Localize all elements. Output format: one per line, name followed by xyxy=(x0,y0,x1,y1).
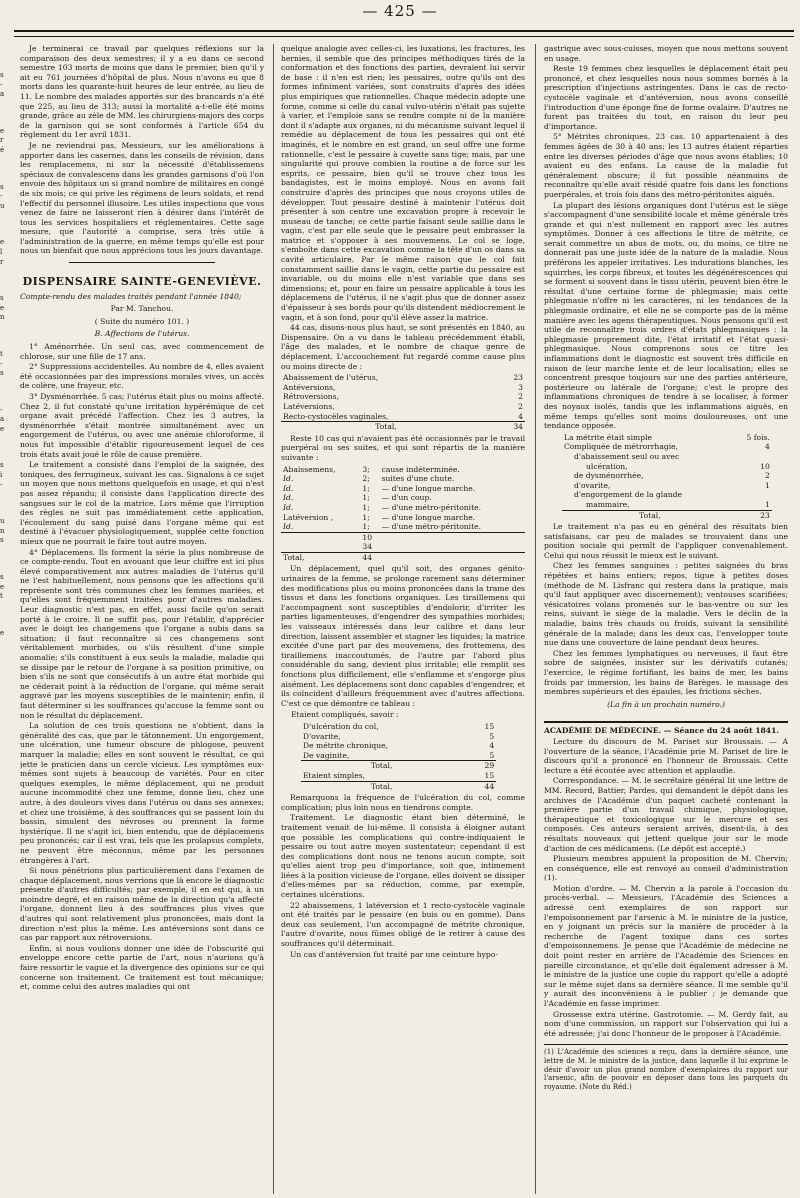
paragraph: Chez les femmes sanguines : petites saignées du bras répétées et bains entiers; repos, tigue à petites doses (méthode de M. Lisfranc qui restera dans la pratique, mais qu'il faut appliquer avec discernement); ventouses scarifiées; vésicatoires volans promenés sur le bas-ventre ou sur les reins, suivant le siège de la maladie. Vers le déclin de la maladie, bains très chauds ou froids, suivant la sensibilité générale de la malade; dans les deux cas, l'envelopper toute nue dans une couverture de laine pendant deux heures. xyxy=(544,561,788,648)
paragraph: 2° Suppressions accidentelles. Au nombre de 4, elles avaient été occasionnées par des impressions morales vives, un accès de colère, une frayeur, etc. xyxy=(20,362,264,391)
edge-glyph: s xyxy=(0,573,4,582)
paragraph: 5° Métrites chroniques. 23 cas. 10 appartenaient à des femmes âgées de 30 à 40 ans; les 13 autres étaient réparties entre les diverses périodes d'âge que nous avons établies; 10 avaient eu des enfans. La cause de la maladie fut généralement obscure; il fut possible néanmoins de reconnaître qu'elle avait résidé quatre fois dans les fonctions puerpérales, et trois fois dans des métro-péritonites aiguës. xyxy=(544,132,788,199)
table-row: d'ovarite, 1 xyxy=(574,480,770,490)
edge-glyph: s xyxy=(0,536,4,545)
paragraph: La solution de ces trois questions ne s'obtient, dans la généralité des cas, que par le tâtonnement. Un engorgement, une ulcération, une tumeur obscure de phlogose, peuvent marquer la maladie; elles en sont souvent le résultat, ce qui jette le praticien dans un cercle vicieux. Les symptômes eux-mêmes sont sujets à beaucoup de variétés. Pour en citer quelques exemples, le même déplacement, qui ne produit aucune incommodité chez une femme, donne lieu, chez une autre, à des douleurs vives dans l'utérus ou dans ses annexes; et chez une troisième, à des souffrances qui se passent loin du bassin, simulent des névroses ou prennent la forme hystérique. Il ne s'agit ici, bien entendu, que de déplacemens peu prononcés; car il est vrai, tels que les prolapsus complets, ne peuvent être méconnus, même par les personnes étrangères à l'art. xyxy=(20,721,264,865)
edge-glyph: e xyxy=(0,303,5,312)
table-total-row: Total, 29 xyxy=(301,761,496,771)
paragraph: La plupart des lésions organiques dont l'utérus est le siège s'accompagnent d'une sensibilité locale et même générale très grande et qui n'est nullement en rapport avec les autres symptômes. Donner à ces affections le titre de métrite, ce serait commettre un abus de mots, ou, du moins, ce titre ne donnerait pas une juste idée de la nature de la maladie. Nous préférons les appeler irritatives. Les indurations blanches, les squirrhes, les corps fibreux, et toutes les dégénérescences qui se forment si souvent dans le tissu utérin, peuvent bien être le résultat d'une certaine forme de phlegmasie; mais cette phlegmasie n'offre ni les caractères, ni les tendances de la phlegmasie ordinaire, et elle ne se comporte pas de la même manière avec les agens thérapeutiques. Nous pensons qu'il est utile de reconnaître trois ordres d'états phlegmasiques : la phlegmasie proprement dite, l'état irritatif et l'état quasi-phlegmasique. Nous comprenons sous ce titre les inflammations dont le diagnostic est souvent très difficile en raison de leur marche lente et de leur localisation; elles se concentrent presque toujours sur une des parties antérieure, postérieure ou latérale de l'organe; c'est le propre des inflammations chroniques de tendre à se localiser, à former des noyaux isolés, tandis que les inflammations aiguës, en même temps qu'elles sont moins douloureuses, ont une tendance opposée. xyxy=(544,200,788,431)
edge-glyph: e xyxy=(0,628,5,637)
article-title: DISPENSAIRE SAINTE-GENEVIÈVE. xyxy=(22,275,262,289)
paragraph: 1° Aménorrhée. Un seul cas, avec commencement de chlorose, sur une fille de 17 ans. xyxy=(20,342,264,361)
table-row: Id. 1; — d'un coup. xyxy=(283,493,432,503)
paragraph: gastrique avec sous-cuisses, moyen que nous mettons souvent en usage. xyxy=(544,44,788,63)
academie-section xyxy=(544,721,788,1038)
continuation-note: ( Suite du numéro 101. ) xyxy=(94,316,190,326)
table-row: d'engorgement de la glande xyxy=(574,490,683,500)
table-row: Recto-cystocèles vaginales, 4 xyxy=(283,411,523,421)
paragraph: Grossesse extra utérine. Gastrotomie. — M. Gerdy fait, au nom d'une commission, un rapport sur l'observation qui lui a été adressée; j'ai donc l'honneur de le proposer à l'Académie. xyxy=(544,1009,788,1038)
to-be-continued-note: (La fin à un prochain numéro.) xyxy=(607,699,725,709)
paragraph: 4° Déplacemens. Ils forment la série la plus nombreuse de ce compte-rendu. Tout en avouant que leur chiffre est ici plus élevé comparativement aux autres maladies de l'utérus qu'il ne l'est habituellement, nous pensons que les affections qu'il représente sont très communes chez les femmes mariées, et qu'elles sont fréquemment traitées pour d'autres maladies. Leur diagnostic n'est pas, en effet, aussi facile qu'on serait porté à le croire. Il ne suffit pas, pour l'établir, d'apprécier avec le doigt les changemens que l'organe a subis dans sa situation; il faut reconnaître si ces changemens sont véritablement morbides, ou s'ils résultent d'une simple anomalie; s'ils constituent à eux seuls la maladie, maladie qui se dissipe par le retour de l'organe à sa position primitive, ou bien s'ils ne sont que consécutifs à un autre état morbide qui ne céderait point à la réduction de l'organe, qui même serait aggravé par les moyens susceptibles de le maintenir; enfin, il faut déterminer si les souffrances qu'accuse la femme sont ou non le résultat du déplacement. xyxy=(20,547,264,720)
edge-glyph: n xyxy=(0,526,5,535)
edge-glyph: r xyxy=(0,136,4,145)
table-row: Id. 2; suites d'une chute. xyxy=(283,474,455,484)
paragraph: Lecture du discours de M. Pariset sur Broussais. — A l'ouverture de la séance, l'Académie prie M. Pariset de lire le discours qu'il a prononcé en l'honneur de Broussais. Cette lecture a été écoutée avec attention et applaudie. xyxy=(544,736,788,775)
table-heading: Etaient compliqués, savoir : xyxy=(291,710,399,720)
table-row: De métrite chronique, 4 xyxy=(303,741,495,751)
paragraph: quelque analogie avec celles-ci, les luxations, les fractures, les hernies, il semble que des principes méthodiques tirés de la conformation et des fonctions des parties, devraient lui servir de base : il n'en est rien; les pessaires, outre qu'ils ont des formes infiniment variées, sont construits d'après des idées plus empiriques que rationnelles. Chaque médecin adopte une forme, comme si celle du canal vulvo-utérin n'était pas sujette à varier, et l'emploie sans se rendre compte ni de la manière dont il s'adapte aux organes, ni du mécanisme suivant lequel il remédie au déplacement de tous les pessaires qui ont été imaginés, et le nombre en est grand, un seul offre une forme rationnelle, c'est le pessaire à cuvette sans tige; mais, par une singularité qui prouve combien la routine a de force sur les esprits, ce pessaire, bien qu'il se trouve chez tous les bandagistes, est le moins employé. Nous en avons fait construire d'après des principes que nous croyons utiles de développer. Tout pessaire destiné à maintenir l'utérus doit présenter à son centre une excavation propre à recevoir le museau de tanche; ce cette partie faisant seule saillie dans le vagin, c'est par elle seule que le pessaire peut embrasser la matrice et s'opposer à ses mouvemens. Le col se loge, s'emboîte dans cette excavation comme la tête d'un os dans sa cavité articulaire. Par le même raison que le col fait constamment saillie dans le vagin, cette partie du pessaire est invariable, ou du moins elle n'est variable que dans ses dimensions; et, pour en faire un pessaire applicable à tous les déplacemens de l'utérus, il ne s'agit plus que de donner assez d'épaisseur à ses bords pour qu'ils distendent médiocrement le vagin, et à son fond, pour qu'il élève assez la matrice. xyxy=(281,44,525,322)
paragraph: Correspondance. — M. le secrétaire général lit une lettre de MM. Record, Battier, Pardes, qui demandent le dépôt dans les archives de l'Académie d'un paquet cacheté contenant la première partie d'un travail chimique, physiologique, thérapeutique et toxicologique sur le mercure et ses composés. Ces auteurs seraient arrivés, disent-ils, à des résultats nouveaux qui jettent quelque jour sur le mode d'action de ces médicamens. (Le dépôt est accepté.) xyxy=(544,776,788,853)
edge-glyph: e xyxy=(0,424,5,433)
edge-glyph: e xyxy=(0,238,5,247)
table-total-row: Total, 44 xyxy=(301,781,496,791)
table-total-row: Total, 44 xyxy=(281,552,525,562)
edge-glyph: - xyxy=(0,480,3,489)
edge-glyph: e xyxy=(0,126,5,135)
paragraph: Je terminerai ce travail par quelques réflexions sur la comparaison des deux semestres; il y a eu dans ce second semestre 103 morts de moins que dans le premier, bien qu'il y ait eu 761 journées d'hôpital de plus. Nous n'avons eu que 8 morts dans les quarante-huit heures de leur entrée, au lieu de 11. Le nombre des malades apportés sur des brancards n'a été que 225, au lieu de 313; aussi la mortalité a-t-elle été moins grande, grâce au zèle de MM. les chirurgiens-majors des corps de la garnison qui se sont conformés à l'article 654 du règlement du 1er avril 1831. xyxy=(20,44,264,140)
article-subtitle: Compte-rendu des malades traités pendant l'année 1840; xyxy=(20,291,242,301)
table-subtotal-row: 10 xyxy=(281,532,525,542)
article-author: Par M. Tanchou. xyxy=(110,304,174,314)
paragraph: Le traitement n'a pas eu en général des résultats bien satisfaisans, car peu de malades se trouvaient dans une position sociale qui permît de l'appliquer convenablement. Celui qui nous réussit le mieux est le suivant. xyxy=(544,522,788,560)
paragraph: Chez les femmes lymphatiques ou nerveuses, il faut être sobre de saignées, insister sur les dérivatifs cutanés; l'exercice, le régime fortifiant, les bains de mer, les bains froids par immersion, les bains de Barèges. le massage des membres supérieurs et des épaules, les frictions sèches. xyxy=(544,648,788,697)
paragraph: Remarquons la fréquence de l'ulcération du col, comme complication; plus loin nous en tiendrons compte. xyxy=(281,793,525,812)
table-row: Abaissemens, 3; cause indéterminée. xyxy=(283,464,460,474)
edge-glyph: s xyxy=(0,294,4,303)
edge-glyph: e xyxy=(0,582,5,591)
header-rule-thin xyxy=(14,36,794,37)
table-row: Abaissement de l'utérus, 23 xyxy=(283,373,523,383)
table-row: mammaire, 1 xyxy=(586,499,770,509)
table-row: D'ulcération du col, 15 xyxy=(303,721,495,731)
header-rule xyxy=(14,30,794,32)
table-row: Antéversions, 3 xyxy=(283,382,523,392)
edge-glyph: a xyxy=(0,90,5,99)
column-3 xyxy=(544,44,788,1194)
footnote: (1) L'Académie des sciences a reçu, dans la dernière séance, une lettre de M. le ministre de la justice, dans laquelle il lui exprime le désir d'avoir un plus grand nombre d'exemplaires du rapport sur l'arsenic, afin de pouvoir en déposer dans tous les parquets du royaume. (Note du Réd.) xyxy=(544,1044,788,1091)
causes-table xyxy=(281,373,525,432)
paragraph: 3° Dysménorrhée. 5 cas; l'utérus était plus ou moins affecté. Chez 2, il fut constaté qu'une irritation hypérémique de cet organe avait précédé l'affection. Chez les 3 autres, la dysménorrhée s'était montrée simultanément avec un engorgement de l'utérus, ou avec une anémie chloroforme, il nous fut impossible d'établir rigoureusement lequel de ces trois états avait joué le rôle de cause première. xyxy=(20,392,264,459)
edge-glyph: n xyxy=(0,313,5,322)
table-row: Latéversions, 2 xyxy=(283,401,523,411)
separator-rule xyxy=(69,262,215,263)
paragraph: Je ne reviendrai pas, Messieurs, sur les améliorations à apporter dans les casernes, dans les conseils de révision, dans les remplacemens, ni sur la nécessité d'établissemens spéciaux de convalescens dans les grandes garnisons d'où l'on envoie des hôpitaux un si grand nombre de militaires en congé de six mois; ce qui prive les régimens de leurs soldats, et rend l'effectif du personnel illusoire. Les utiles inspections que vous venez de faire ne laisseront rien à désirer dans l'intérêt de tous les services hospitaliers et réglementaires. Cette sage mesure, que l'autorité a comprise, sera très utile à l'administration de la guerre, en même temps qu'elle est pour nous un bienfait que nous apprécions tous les jours davantage. xyxy=(20,140,264,256)
paragraph: Reste 19 femmes chez lesquelles le déplacement était peu prononcé, et chez lesquelles nous nous sommes bornés à la prescription d'injections astringentes. Dans le cas de recto-cystocèle vaginale et d'antéversion, nous avons conseillé l'introduction d'une éponge fine de forme ovalaire. D'autres ne furent pas traitées du tout, en raison du leur peu d'importance. xyxy=(544,64,788,131)
edge-glyph: - xyxy=(0,80,3,89)
edge-glyph: t xyxy=(0,349,3,358)
page-number: — 425 — xyxy=(362,2,438,20)
table-row: ulcération, 10 xyxy=(586,461,770,471)
table-total-row: Total, 23 xyxy=(562,510,772,520)
paragraph: Un déplacement, quel qu'il soit, des organes génito-urinaires de la femme, se prolonge rarement sans déterminer des modifications plus ou moins prononcées dans la trame des tissus et dans les fonctions organiques. Les tiraillemens qui l'accompagnent sont susceptibles d'endolorir, d'irriter les parties ligamenteuses, d'engendrer des sympathies morbides; les vaisseaux intéressés dans leur calibre et dans leur direction, laissent assembler et stagner les liquides; la matrice excitée d'une part par des mouvemens, des frottemens, des tiraillemens inaccoutumés, de l'autre par l'abord plus considérable du sang, devient plus irritable; elle remplit ses fonctions plus difficilement, elle s'enflamme et s'engorge plus aisément. Les déplacemens sont donc capables d'engendrer, et ils coïncident d'ailleurs fréquemment avec d'autres affections. C'est ce que démontre ce tableau : xyxy=(281,564,525,708)
table-row: Id. 1; — d'une métro-péritonite. xyxy=(283,502,482,512)
edge-glyph: - xyxy=(0,192,3,201)
edge-glyph: - xyxy=(0,359,3,368)
table-row: de dysménorrhée, 2 xyxy=(574,471,770,481)
edge-glyph: é xyxy=(0,145,5,154)
table-row: Rétroversions, 2 xyxy=(283,392,523,402)
table-row: Id. 1; — d'une longue marche. xyxy=(283,483,476,493)
table-row: De vaginite, 5 xyxy=(303,750,495,760)
paragraph: Si nous pénétrions plus particulièrement dans l'examen de chaque déplacement, nous verrions que là encore le diagnostic présente d'autres difficultés; par exemple, il en est qui, à un moindre degré, et en raison même de la direction qu'a affecté l'organe, donnent lieu à des souffrances plus vives que d'autres qui sont relativement plus prononcées, mais dont la direction n'est plus la même. Les antéversions sont dans ce cas par rapport aux rétroversions. xyxy=(20,866,264,943)
section-heading: ACADÉMIE DE MÉDECINE. — Séance du 24 août 1841. xyxy=(544,726,780,736)
paragraph: 22 abaissemens, 1 latéversion et 1 recto-cystocèle vaginale ont été traités par le pessaire (en buis ou en gomme). Dans deux cas seulement, l'un accompagné de métrite chronique, l'autre d'ovarite, nous fûmes obligé de le retirer à cause des souffrances qu'il déterminait. xyxy=(281,900,525,949)
table-row: La métrite était simple 5 fois. xyxy=(564,432,770,442)
left-margin-bleed xyxy=(0,44,14,1184)
edge-glyph: s xyxy=(0,182,4,191)
paragraph: Le traitement a consisté dans l'emploi de la saignée, des toniques, des ferrugineux, suivant les cas. Signalons à ce sujet un moyen que nous mettons quelquefois en usage, et qui n'est pas assez répandu; il consiste dans l'application directe des sangsues sur le col de la matrice. Lors même que l'irruption des règles ne suit pas immédiatement cette application, l'écoulement du sang puisé dans l'organe même qui est destiné à l'évacuer physiologiquement, supplée cette fonction mieux que ne pourrait le faire tout autre moyen. xyxy=(20,460,264,546)
table-row: Compliquée de métrorrhagie, 4 xyxy=(564,442,770,452)
column-2 xyxy=(281,44,525,1194)
complications-table xyxy=(301,722,496,791)
edge-glyph: u xyxy=(0,201,5,210)
table-row: D'ovarite, 5 xyxy=(303,731,495,741)
edge-glyph: l xyxy=(0,247,3,256)
edge-glyph: s xyxy=(0,369,4,378)
edge-glyph: u xyxy=(0,517,5,526)
edge-glyph: i xyxy=(0,471,3,480)
paragraph: 44 cas, disons-nous plus haut, se sont présentés en 1840, au Dispensaire. On a vu dans le tableau précédemment établi, l'âge des malades, et le nombre de chaque genre de déplacement. L'accouchement fut regardé comme cause plus ou moins directe de : xyxy=(281,323,525,371)
section-heading: B. Affections de l'utérus. xyxy=(94,329,190,339)
table-total-row: Total, 34 xyxy=(281,422,525,432)
table-row: Id. 1; — d'une métro-péritonite. xyxy=(283,522,482,532)
column-1 xyxy=(20,44,264,1194)
paragraph: Traitement. Le diagnostic étant bien déterminé, le traitement venait de lui-même. Il consista à éloigner autant que possible les complications qui contre-indiquaient le pessaire ou tout autre moyen sustentateur; cependant il est des complications dont nous ne tenons aucun compte, soit qu'elles aient trop peu d'importance, soit que, intimement liées à la position vicieuse de l'organe, elles doivent se dissiper d'elles-mêmes par sa réduction, comme, par exemple, certaines ulcérations. xyxy=(281,813,525,900)
column-divider xyxy=(535,44,536,1194)
metrite-table xyxy=(562,433,772,520)
table-row: 34 xyxy=(362,542,373,552)
table-row: d'abaissement seul ou avec xyxy=(574,451,680,461)
paragraph: Plusieurs membres appuient la proposition de M. Chervin; en conséquence, elle est renvoyé au conseil d'administration (1). xyxy=(544,854,788,883)
edge-glyph: - xyxy=(0,405,3,414)
edge-glyph: r xyxy=(0,257,4,266)
paragraph: Motion d'ordre. — M. Chervin a la parole à l'occasion du procès-verbal. — Messieurs, l'Académie des Sciences a adressé cent exemplaires de son rapport sur l'empoisonnement par l'arsenic à M. le ministre de la justice, en y joignant un précis sur la manière de procéder à la recherche de l'agent toxique dans ces sortes d'empoisonnemens. Je pense que l'Académie de médecine ne doit point rester en arrière de l'Académie des Sciences en pareille circonstance, et qu'elle doit également adresser à M. le ministre de la justice une copie du rapport qu'elle a adopté sur le même sujet dans sa dernière séance. Il me semble qu'il y aurait des inconvéniens à le publier ; je demande que l'Académie en fasse imprimer. xyxy=(544,883,788,1008)
column-divider xyxy=(273,44,274,1194)
paragraph: Reste 10 cas qui n'avaient pas été occasionnés par le travail puerpéral ou ses suites, et qui sont répartis de la manière suivante : xyxy=(281,433,525,462)
table-row: Etaient simples, 15 xyxy=(303,770,495,780)
paragraph: Enfin, si nous voulions donner une idée de l'obscurité qui enveloppe encore cette partie de l'art, nous n'aurions qu'à faire ressortir le vague et la divergence des opinions sur ce qui concerne son traitement. Ce traitement est tout mécanique; et, comme celui des autres maladies qui ont xyxy=(20,943,264,992)
table-row: Latéversion , 1; — d'une longue marche. xyxy=(283,512,476,522)
edge-glyph: t xyxy=(0,592,3,601)
edge-glyph: s xyxy=(0,461,4,470)
other-causes-table xyxy=(281,465,525,563)
edge-glyph: a xyxy=(0,415,5,424)
paragraph: Un cas d'antéversion fut traité par une ceinture hypo- xyxy=(290,949,498,959)
edge-glyph: s xyxy=(0,71,4,79)
